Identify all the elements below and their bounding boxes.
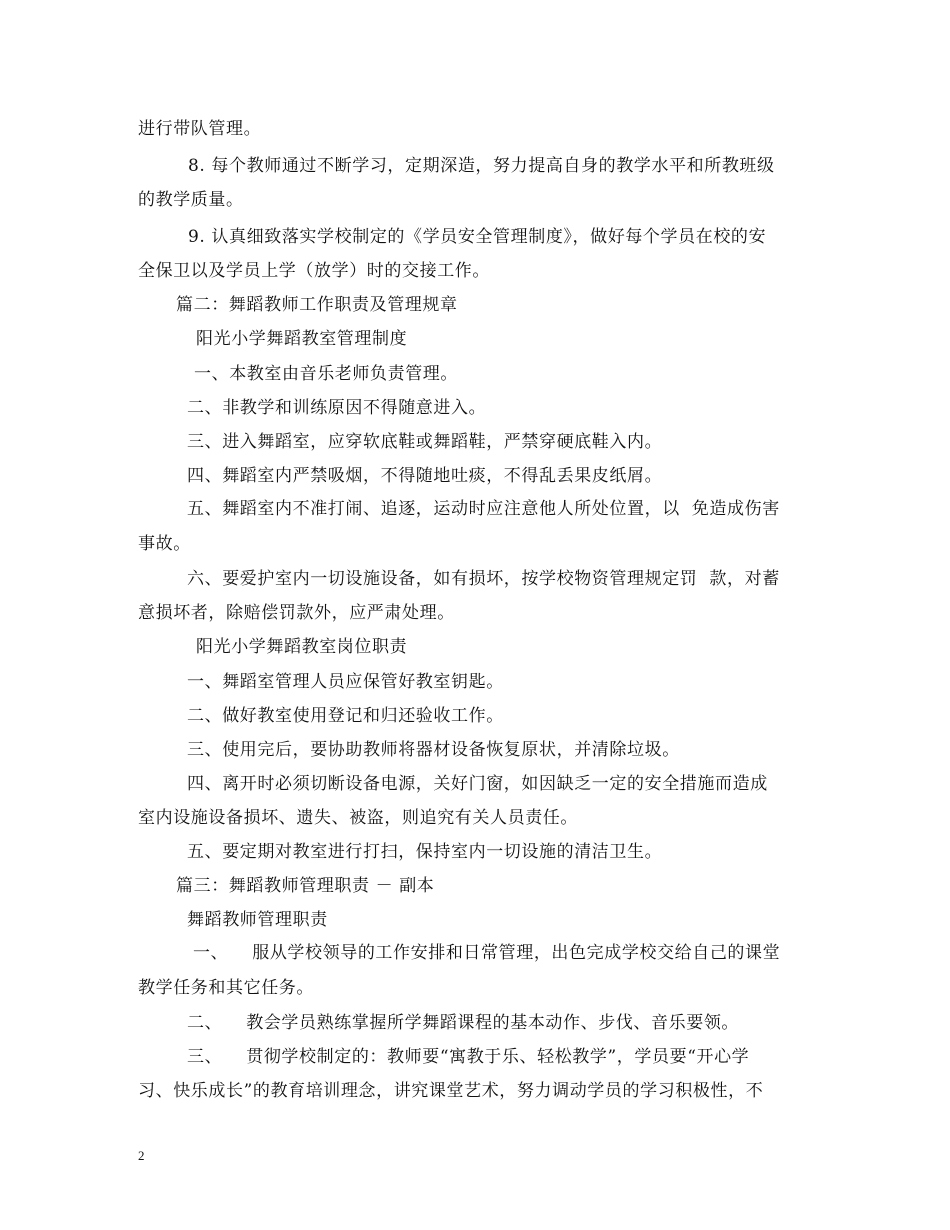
text-line: 8. 每个教师通过不断学习，定期深造，努力提高自身的教学水平和所教班级 (188, 156, 775, 176)
text-line: 室内设施设备损坏、遗失、被盗，则追究有关人员责任。 (138, 808, 578, 828)
page-number: 2 (138, 1148, 145, 1163)
text-line: 六、要爱护室内一切设施设备，如有损坏，按学校物资管理规定罚 款，对蓄 (187, 569, 780, 589)
text-line: 进行带队管理。 (138, 119, 262, 139)
text-line: 教学任务和其它任务。 (138, 978, 314, 998)
text-line: 9. 认真细致落实学校制定的《学员安全管理制度》，做好每个学员在校的安 (188, 227, 767, 247)
text-line: 二、非教学和训练原因不得随意进入。 (187, 398, 487, 418)
text-line: 二、做好教室使用登记和归还验收工作。 (187, 706, 504, 726)
text-line: 五、要定期对教室进行打扫，保持室内一切设施的清洁卫生。 (187, 842, 663, 862)
text-line: 三、进入舞蹈室，应穿软底鞋或舞蹈鞋，严禁穿硬底鞋入内。 (187, 432, 663, 452)
subsection-title: 阳光小学舞蹈教室岗位职责 (196, 637, 408, 657)
text-line: 三、使用完后，要协助教师将器材设备恢复原状，并清除垃圾。 (187, 740, 680, 760)
text-line: 四、舞蹈室内严禁吸烟，不得随地吐痰，不得乱丢果皮纸屑。 (187, 466, 663, 486)
text-line: 一、 服从学校领导的工作安排和日常管理，出色完成学校交给自己的课堂 (193, 943, 781, 963)
subsection-title: 舞蹈教师管理职责 (187, 910, 328, 930)
text-line: 的教学质量。 (138, 190, 244, 210)
text-line: 一、本教室由音乐老师负责管理。 (194, 364, 458, 384)
text-line: 二、 教会学员熟练掌握所学舞蹈课程的基本动作、步伐、音乐要领。 (187, 1013, 740, 1033)
subsection-title: 阳光小学舞蹈教室管理制度 (196, 329, 408, 349)
text-line: 事故。 (138, 534, 191, 554)
text-line: 意损坏者，除赔偿罚款外，应严肃处理。 (138, 603, 455, 623)
text-line: 三、 贯彻学校制定的：教师要“寓教于乐、轻松教学”，学员要“开心学 (187, 1047, 750, 1067)
text-line: 四、离开时必须切断设备电源，关好门窗，如因缺乏一定的安全措施而造成 (187, 774, 768, 794)
text-line: 习、快乐成长”的教育培训理念，讲究课堂艺术，努力调动学员的学习积极性，不 (138, 1081, 764, 1101)
text-line: 一、舞蹈室管理人员应保管好教室钥匙。 (187, 672, 504, 692)
text-line: 全保卫以及学员上学（放学）时的交接工作。 (138, 261, 490, 281)
section-heading: 篇三：舞蹈教师管理职责 － 副本 (176, 876, 435, 896)
section-heading: 篇二：舞蹈教师工作职责及管理规章 (176, 295, 458, 315)
text-line: 五、舞蹈室内不准打闹、追逐，运动时应注意他人所处位置，以 免造成伤害 (187, 499, 780, 519)
